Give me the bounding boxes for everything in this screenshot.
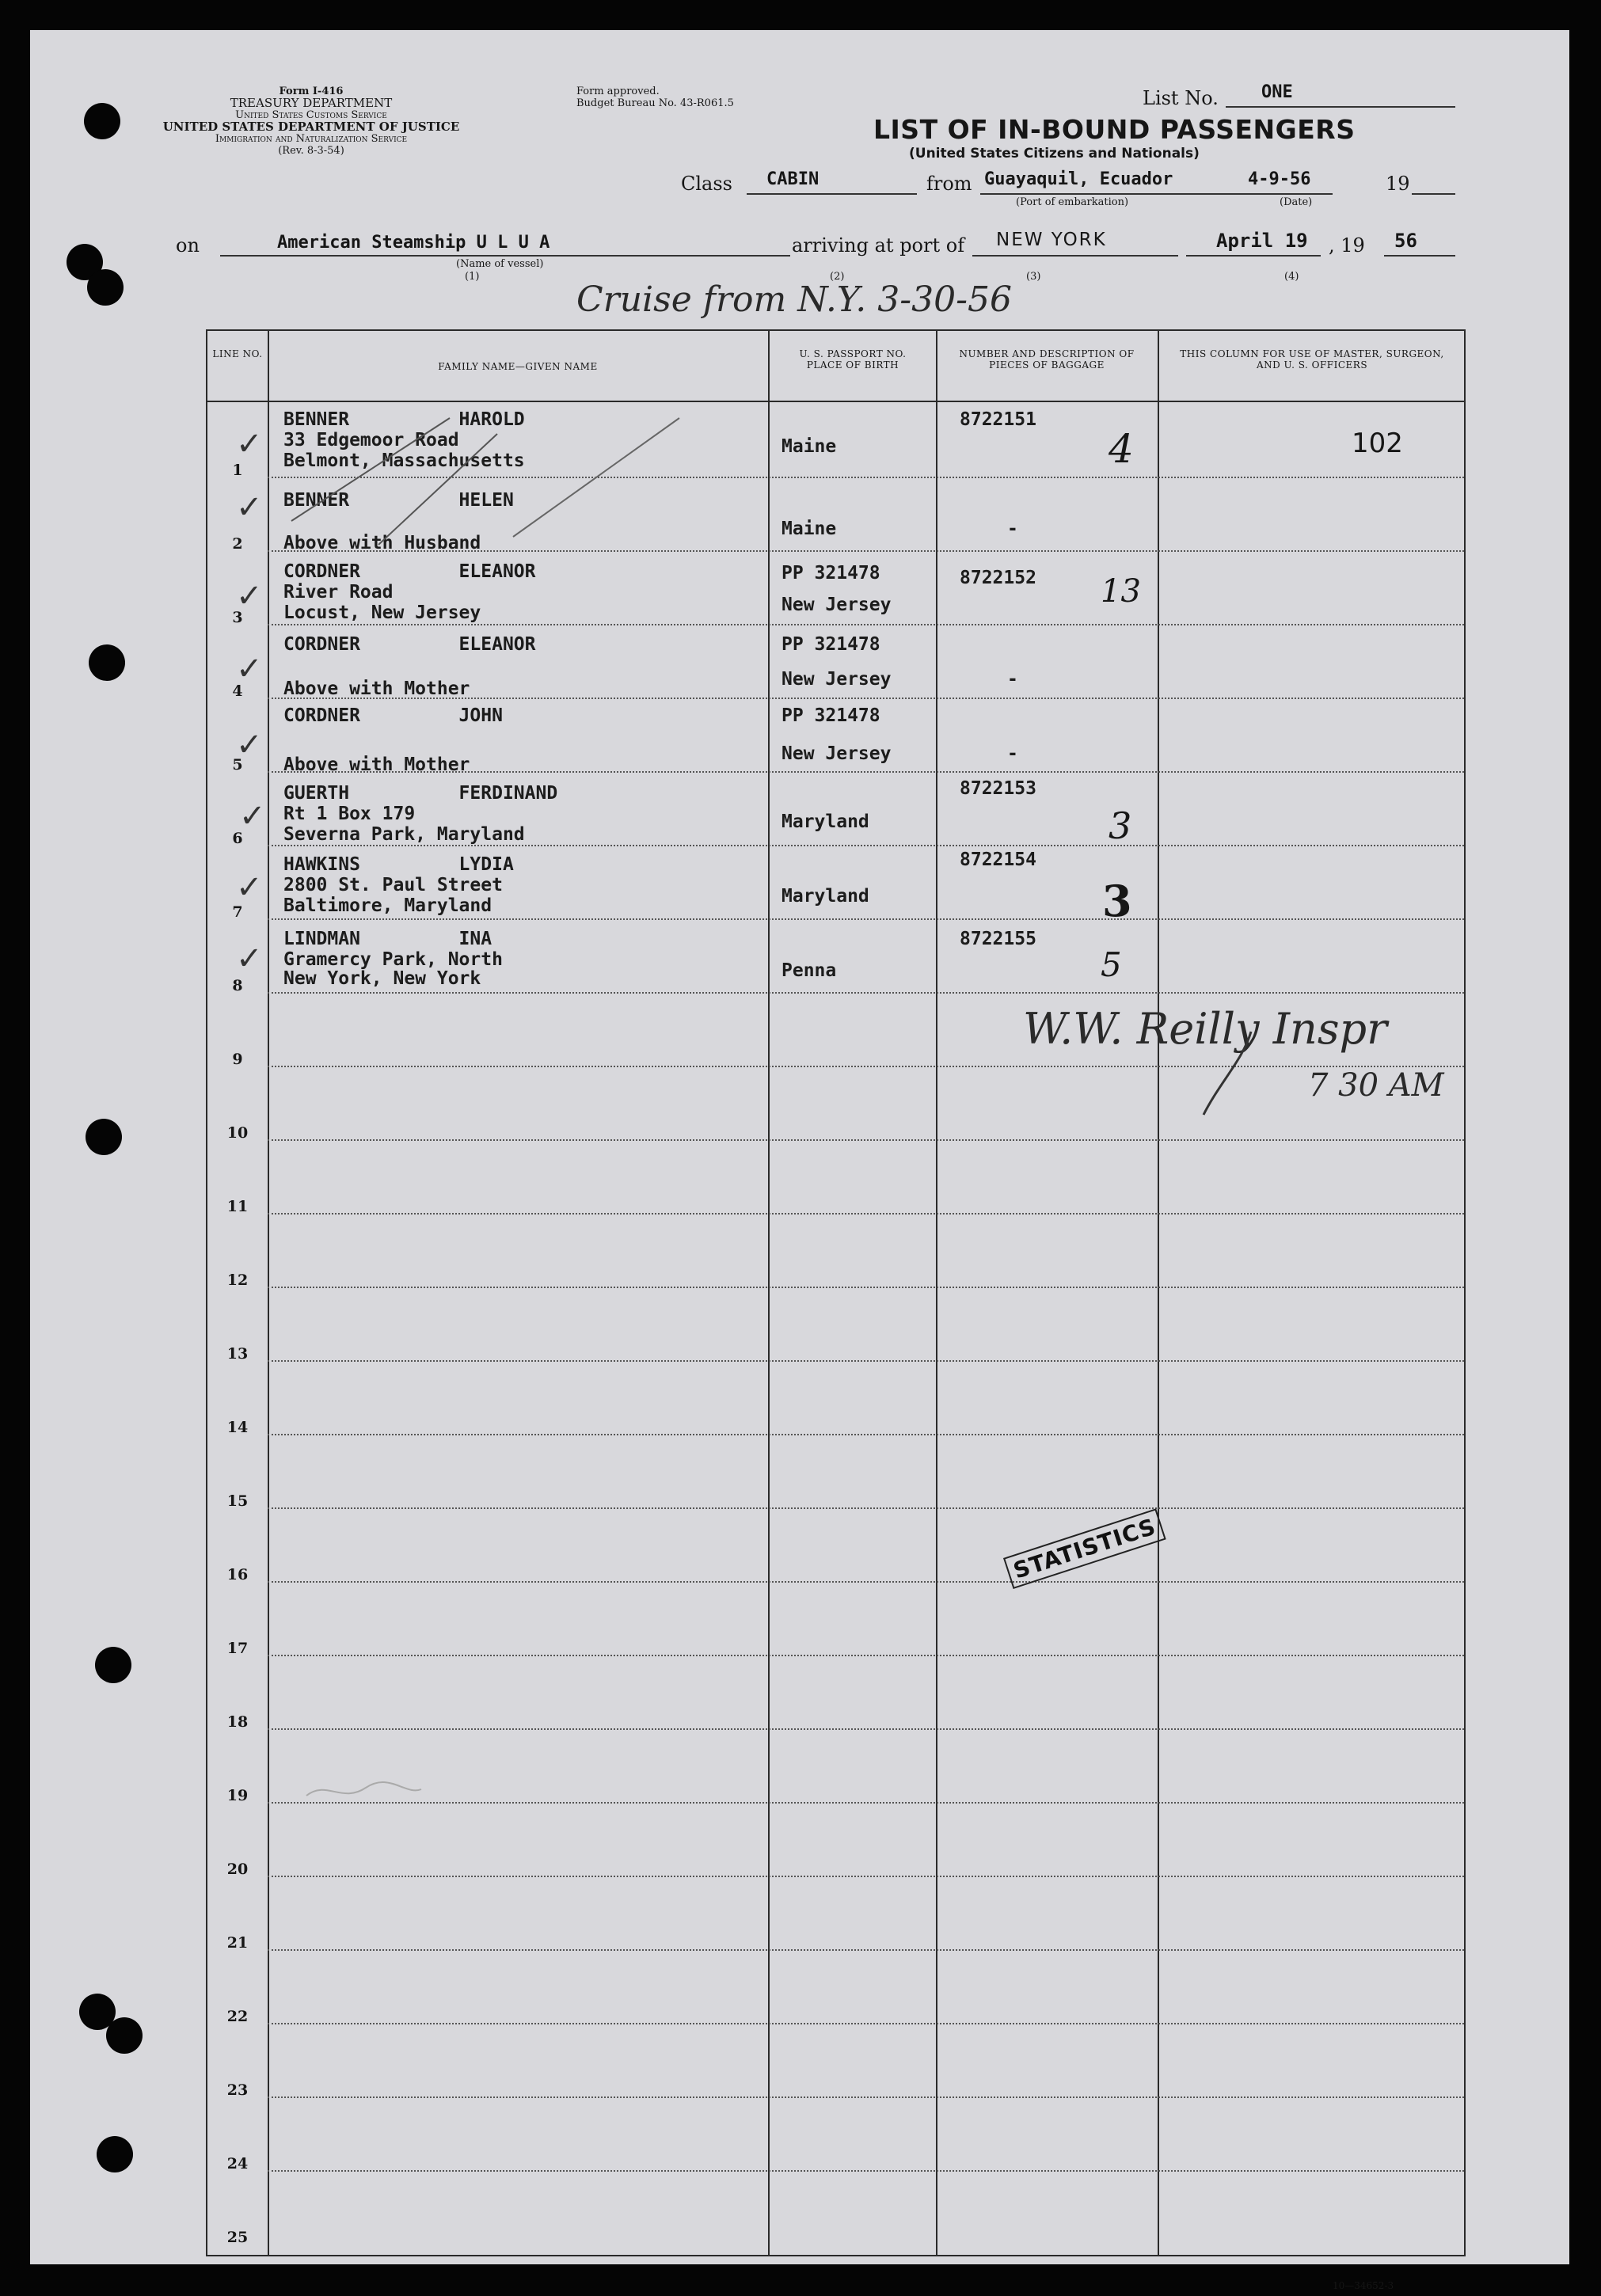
line-number: 21 bbox=[226, 1934, 249, 1952]
passenger-address: Gramercy Park, North bbox=[283, 949, 503, 970]
vessel-caption: (Name of vessel) bbox=[456, 258, 544, 270]
baggage-number: 8722153 bbox=[960, 778, 1036, 799]
row-rule bbox=[268, 845, 1464, 846]
list-no-value: ONE bbox=[1261, 82, 1293, 102]
row-rule bbox=[268, 624, 1464, 625]
passport-number: PP 321478 bbox=[781, 563, 880, 584]
line-number: 24 bbox=[226, 2155, 249, 2172]
baggage-pieces: 3 bbox=[1102, 876, 1132, 926]
passenger-address: Above with Mother bbox=[283, 755, 470, 775]
line-number: 20 bbox=[226, 1861, 249, 1878]
passport-number: PP 321478 bbox=[781, 705, 880, 726]
handwritten-cruise-note: Cruise from N.Y. 3-30-56 bbox=[576, 279, 1012, 320]
embark-date: 4-9-56 bbox=[1248, 169, 1311, 189]
from-value: Guayaquil, Ecuador bbox=[984, 169, 1173, 189]
customs-service: United States Customs Service bbox=[235, 109, 387, 121]
passenger-name: BENNER HELEN bbox=[283, 490, 514, 511]
binder-hole bbox=[84, 103, 120, 139]
place-of-birth: Maryland bbox=[781, 812, 869, 832]
arrival-date-underline bbox=[1186, 255, 1321, 257]
from-underline bbox=[980, 193, 1333, 195]
line-number: 11 bbox=[226, 1198, 249, 1215]
place-of-birth: Maine bbox=[781, 519, 837, 539]
on-label: on bbox=[176, 234, 200, 257]
line-number: 16 bbox=[226, 1566, 249, 1583]
passenger-name: CORDNER ELEANOR bbox=[283, 634, 536, 655]
passenger-address: New York, New York bbox=[283, 968, 481, 989]
signature-stroke bbox=[1196, 1028, 1267, 1123]
col-header-officers: THIS COLUMN FOR USE OF MASTER, SURGEON, AND U. S. OFFICERS bbox=[1180, 348, 1444, 371]
year-prefix-2: , 19 bbox=[1329, 234, 1365, 257]
check-mark: ✓ bbox=[236, 489, 263, 526]
caption-4: (4) bbox=[1284, 271, 1299, 283]
arrival-port-underline bbox=[972, 255, 1178, 257]
check-mark: ✓ bbox=[236, 869, 263, 906]
passenger-address: Belmont, Massachusetts bbox=[283, 450, 525, 471]
check-mark: ✓ bbox=[236, 651, 263, 687]
form-approved: Form approved. bbox=[576, 86, 660, 97]
statistics-stamp: STATISTICS bbox=[1003, 1508, 1166, 1589]
date-caption: (Date) bbox=[1280, 196, 1313, 208]
passenger-address: Rt 1 Box 179 bbox=[283, 804, 416, 824]
baggage-number: - bbox=[1007, 743, 1018, 764]
passenger-name: BENNER HAROLD bbox=[283, 409, 525, 430]
footer-code: 10—34652-3 bbox=[1333, 2280, 1394, 2291]
line-number: 25 bbox=[226, 2229, 249, 2246]
officer-note: 102 bbox=[1352, 428, 1403, 459]
line-number: 14 bbox=[226, 1419, 249, 1436]
agency-block bbox=[157, 86, 466, 157]
year-underline-2 bbox=[1384, 255, 1455, 257]
row-rule bbox=[268, 2023, 1464, 2024]
row-rule bbox=[268, 992, 1464, 994]
binder-hole bbox=[97, 2136, 133, 2172]
treasury-dept: TREASURY DEPARTMENT bbox=[230, 96, 393, 110]
passenger-name: LINDMAN INA bbox=[283, 929, 492, 949]
baggage-pieces: 5 bbox=[1101, 945, 1122, 984]
pencil-strokes bbox=[268, 402, 806, 561]
baggage-number: 8722152 bbox=[960, 568, 1036, 588]
arrival-year: 56 bbox=[1394, 230, 1417, 252]
binder-hole bbox=[86, 1119, 122, 1155]
line-number: 15 bbox=[226, 1492, 249, 1510]
row-rule bbox=[268, 2170, 1464, 2172]
budget-approval bbox=[576, 86, 734, 109]
place-of-birth: New Jersey bbox=[781, 669, 892, 690]
row-rule bbox=[268, 1066, 1464, 1067]
class-value: CABIN bbox=[766, 169, 820, 189]
line-number: 8 bbox=[232, 977, 243, 994]
passenger-name: CORDNER ELEANOR bbox=[283, 561, 536, 582]
check-mark: ✓ bbox=[236, 426, 263, 462]
binder-hole bbox=[87, 269, 124, 306]
row-rule bbox=[268, 1728, 1464, 1730]
row-rule bbox=[268, 1802, 1464, 1804]
passenger-address: Locust, New Jersey bbox=[283, 603, 481, 623]
arriving-label: arriving at port of bbox=[792, 234, 965, 257]
passenger-address: Severna Park, Maryland bbox=[283, 824, 525, 845]
line-number: 3 bbox=[232, 609, 243, 626]
check-mark: ✓ bbox=[236, 578, 263, 614]
baggage-pieces: 3 bbox=[1109, 804, 1132, 847]
budget-bureau-no: Budget Bureau No. 43-R061.5 bbox=[576, 97, 734, 109]
binder-hole bbox=[106, 2017, 143, 2054]
port-caption: (Port of embarkation) bbox=[1016, 196, 1129, 208]
arrival-port: NEW YORK bbox=[996, 230, 1107, 250]
baggage-pieces: 13 bbox=[1101, 573, 1141, 610]
line-number: 18 bbox=[226, 1713, 249, 1731]
line-number: 22 bbox=[226, 2008, 249, 2025]
col-header-line: LINE NO. bbox=[212, 348, 263, 359]
passport-number: PP 321478 bbox=[781, 634, 880, 655]
year-prefix-1: 19 bbox=[1386, 173, 1410, 195]
line-number: 13 bbox=[226, 1345, 249, 1363]
line-number: 5 bbox=[232, 756, 243, 774]
passenger-table bbox=[206, 329, 1466, 2256]
binder-hole bbox=[89, 644, 125, 681]
list-no-underline bbox=[1226, 106, 1455, 108]
inspection-time: 7 30 AM bbox=[1308, 1067, 1444, 1104]
col-header-baggage: NUMBER AND DESCRIPTION OF PIECES OF BAGGAGE bbox=[959, 348, 1135, 371]
passenger-address: 33 Edgemoor Road bbox=[283, 430, 459, 450]
page-subtitle: (United States Citizens and Nationals) bbox=[909, 146, 1200, 162]
line-number: 6 bbox=[232, 830, 243, 847]
class-label: Class bbox=[681, 173, 732, 195]
row-rule bbox=[268, 1876, 1464, 1877]
row-rule bbox=[268, 1434, 1464, 1435]
list-no-label: List No. bbox=[1143, 87, 1219, 109]
row-rule bbox=[268, 1581, 1464, 1583]
row-rule bbox=[268, 1213, 1464, 1215]
binder-hole bbox=[95, 1647, 131, 1683]
col-header-passport: U. S. PASSPORT NO. PLACE OF BIRTH bbox=[799, 348, 907, 371]
passenger-address: River Road bbox=[283, 582, 394, 603]
page-title: LIST OF IN-BOUND PASSENGERS bbox=[873, 114, 1356, 145]
vessel-value: American Steamship U L U A bbox=[277, 233, 550, 253]
ins-service: Immigration and Naturalization Service bbox=[215, 133, 408, 145]
row-rule bbox=[268, 1139, 1464, 1141]
document-page bbox=[30, 30, 1569, 2291]
line-number: 12 bbox=[226, 1272, 249, 1289]
place-of-birth: New Jersey bbox=[781, 743, 892, 764]
line-number: 10 bbox=[226, 1124, 249, 1142]
passenger-name: GUERTH FERDINAND bbox=[283, 783, 558, 804]
baggage-number: 8722154 bbox=[960, 850, 1036, 870]
line-number: 2 bbox=[232, 535, 243, 553]
class-underline bbox=[747, 193, 917, 195]
baggage-pieces: 4 bbox=[1109, 426, 1134, 472]
passenger-name: HAWKINS LYDIA bbox=[283, 854, 514, 875]
row-rule bbox=[268, 1287, 1464, 1288]
baggage-number: 8722151 bbox=[960, 409, 1036, 430]
row-rule bbox=[268, 1655, 1464, 1656]
baggage-number: - bbox=[1007, 669, 1018, 690]
baggage-number: 8722155 bbox=[960, 929, 1036, 949]
row-rule bbox=[268, 1949, 1464, 1951]
row-rule bbox=[268, 918, 1464, 920]
passenger-address: 2800 St. Paul Street bbox=[283, 875, 503, 895]
form-number: Form I-416 bbox=[279, 86, 344, 97]
line-number: 23 bbox=[226, 2081, 249, 2099]
place-of-birth: Maryland bbox=[781, 886, 869, 907]
col-header-name: FAMILY NAME—GIVEN NAME bbox=[438, 361, 598, 372]
line-number: 19 bbox=[226, 1787, 249, 1804]
row-rule bbox=[268, 1360, 1464, 1362]
vessel-underline bbox=[220, 255, 790, 257]
passenger-address: Above with Husband bbox=[283, 533, 481, 553]
justice-dept: UNITED STATES DEPARTMENT OF JUSTICE bbox=[162, 120, 460, 134]
place-of-birth: Maine bbox=[781, 436, 837, 457]
year-underline-1 bbox=[1412, 193, 1455, 195]
arrival-date: April 19 bbox=[1216, 230, 1308, 252]
caption-1: (1) bbox=[465, 271, 480, 283]
passenger-name: CORDNER JOHN bbox=[283, 705, 503, 726]
from-label: from bbox=[926, 173, 972, 195]
check-mark: ✓ bbox=[239, 798, 266, 834]
check-mark: ✓ bbox=[236, 941, 263, 977]
row-rule bbox=[268, 1507, 1464, 1509]
line-number: 4 bbox=[232, 682, 243, 700]
check-mark: ✓ bbox=[236, 727, 263, 763]
caption-3: (3) bbox=[1026, 271, 1041, 283]
inspector-signature: W.W. Reilly Inspr bbox=[1023, 1004, 1387, 1054]
place-of-birth: Penna bbox=[781, 960, 837, 981]
line-number: 17 bbox=[226, 1640, 249, 1657]
passenger-address: Above with Mother bbox=[283, 679, 470, 699]
faint-scribble bbox=[302, 1772, 429, 1811]
place-of-birth: New Jersey bbox=[781, 595, 892, 615]
row-rule bbox=[268, 2096, 1464, 2098]
line-number: 1 bbox=[232, 462, 243, 479]
line-number: 9 bbox=[232, 1051, 243, 1068]
caption-2: (2) bbox=[830, 271, 845, 283]
revision-date: (Rev. 8-3-54) bbox=[278, 145, 344, 157]
line-number: 7 bbox=[232, 903, 243, 921]
passenger-address: Baltimore, Maryland bbox=[283, 895, 492, 916]
baggage-number: - bbox=[1007, 519, 1018, 539]
